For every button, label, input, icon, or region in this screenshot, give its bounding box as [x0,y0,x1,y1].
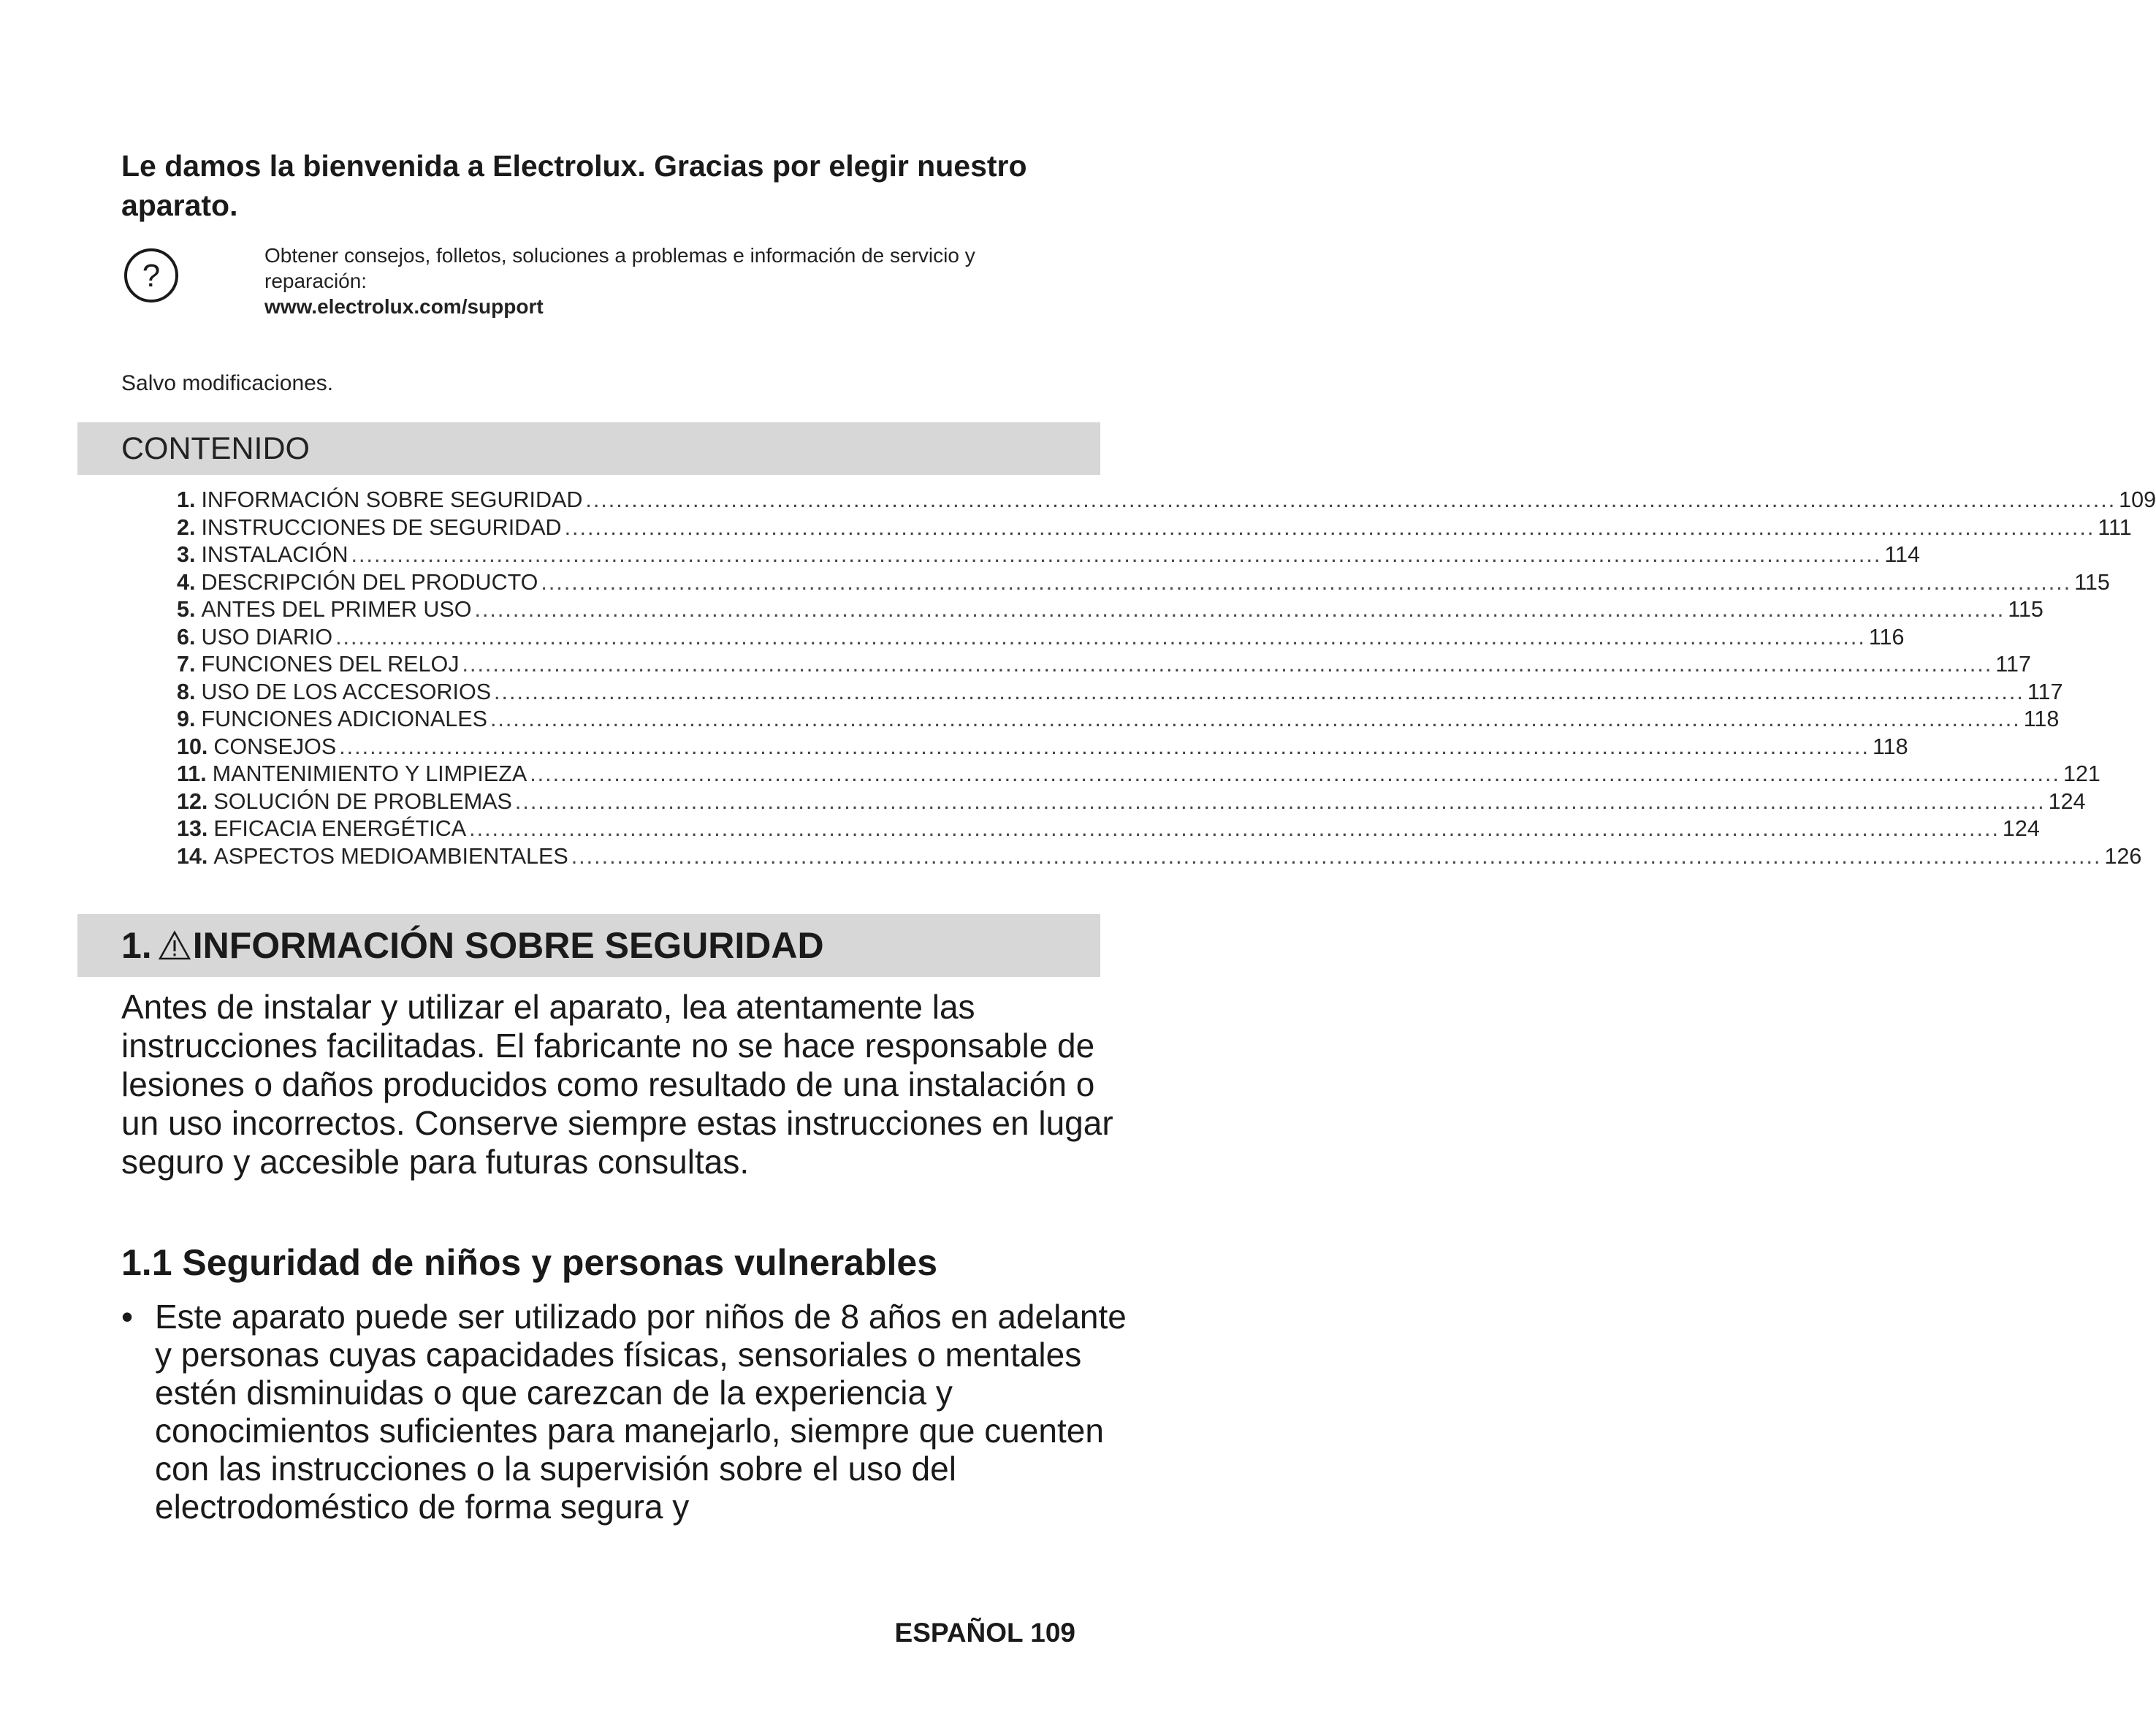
toc-entry-number: 3. [177,542,196,567]
toc-entry-page: 114 [1884,542,1920,567]
toc-entry-page: 115 [2074,569,2110,595]
toc-entry-number: 1. [177,487,196,512]
toc-dot-leader: ........................................................................................................................................................................................................ [335,624,1866,650]
toc-entry-number: 4. [177,569,196,595]
page-footer-label: ESPAÑOL 109 [894,1618,1075,1648]
intro-paragraph: Antes de instalar y utilizar el aparato, lea atentamente las instrucciones facilitadas. El fabricante no se hace responsable de lesiones o daños producidos como resultado de una instalación o un uso incorrectos. Conserve siempre estas instrucciones en lugar seguro y accesible para futuras consultas. [121,988,1113,1181]
toc-entry-number: 13. [177,816,208,841]
subject-to-change-note: Salvo modificaciones. [121,371,334,395]
section-number: 1. [121,925,152,966]
toc-dot-leader: ........................................................................................................................................................................................................ [339,734,1870,759]
toc-entry-number: 5. [177,597,196,622]
question-circle-icon [123,247,180,304]
welcome-title: Le damos la bienvenida a Electrolux. Gracias por elegir nuestro aparato. [121,149,1027,222]
toc-entry-page: 117 [2027,679,2063,704]
toc-dot-leader: ........................................................................................................................................................................................................ [541,569,2072,595]
toc-entry-number: 8. [177,679,196,704]
toc-entry-label: FUNCIONES ADICIONALES [201,707,487,731]
toc-entry-label: ANTES DEL PRIMER USO [201,597,472,622]
toc-entry-page: 124 [2002,816,2040,841]
toc-dot-leader: ........................................................................................................................................................................................................ [585,487,2117,512]
toc-entry-page: 118 [1872,734,1908,759]
bullet-marker: • [121,1298,134,1336]
toc-dot-leader: ........................................................................................................................................................................................................ [530,761,2060,786]
toc-dot-leader: ........................................................................................................................................................................................................ [474,597,2005,622]
toc-dot-leader: ........................................................................................................................................................................................................ [469,816,2000,841]
toc-entry[interactable] [177,788,2086,816]
toc-entry-number: 12. [177,788,208,814]
toc-entry[interactable] [177,487,2156,514]
toc-entry[interactable] [177,761,2100,788]
toc-dot-leader: ........................................................................................................................................................................................................ [571,843,2102,869]
toc-dot-leader: ........................................................................................................................................................................................................ [514,788,2046,814]
toc-dot-leader: ........................................................................................................................................................................................................ [351,542,1882,567]
toc-entry-label: INSTALACIÓN [201,542,348,567]
toc-entry-label: EFICACIA ENERGÉTICA [213,816,467,841]
toc-entry-label: CONSEJOS [213,734,337,759]
toc-entry[interactable] [177,734,1908,761]
toc-entry-label: ASPECTOS MEDIOAMBIENTALES [213,843,568,869]
toc-entry[interactable] [177,514,2132,542]
toc-entry[interactable] [177,541,1920,569]
toc-entry-page: 109 [2119,487,2156,512]
toc-entry[interactable] [177,569,2110,597]
toc-entry-number: 11. [177,761,207,786]
toc-entry-label: DESCRIPCIÓN DEL PRODUCTO [201,569,538,595]
toc-entry[interactable] [177,815,2040,843]
toc-entry[interactable] [177,843,2142,871]
section-title [121,924,824,967]
toc-entry-number: 10. [177,734,208,759]
toc-entry-page: 111 [2098,514,2132,540]
toc-entry[interactable] [177,706,2060,734]
toc-entry-label: USO DE LOS ACCESORIOS [201,679,492,704]
toc-dot-leader: ........................................................................................................................................................................................................ [564,514,2095,540]
support-link[interactable]: www.electrolux.com/support [264,295,544,318]
toc-entry-number: 9. [177,707,196,731]
toc-entry-page: 118 [2023,707,2060,731]
support-info [264,243,1068,319]
toc-entry-page: 117 [1995,652,2031,677]
toc-entry-label: SOLUCIÓN DE PROBLEMAS [213,788,512,814]
toc-entry-page: 115 [2008,597,2043,622]
toc-entry-page: 126 [2104,843,2142,869]
table-of-contents [177,487,2156,870]
support-description: Obtener consejos, folletos, soluciones a problemas e información de servicio y reparación: [264,244,975,292]
warning-triangle-icon [158,930,191,961]
section-title-text: INFORMACIÓN SOBRE SEGURIDAD [192,925,824,966]
toc-entry-label: INFORMACIÓN SOBRE SEGURIDAD [201,487,583,512]
toc-entry-number: 2. [177,514,196,540]
list-item [121,1298,1149,1526]
toc-entry[interactable] [177,596,2043,624]
toc-entry[interactable] [177,679,2063,707]
toc-entry[interactable] [177,624,1905,652]
toc-entry-label: MANTENIMIENTO Y LIMPIEZA [212,761,527,786]
toc-entry-label: FUNCIONES DEL RELOJ [201,652,460,677]
toc-entry-label: USO DIARIO [201,624,333,650]
subsection-title: 1.1 Seguridad de niños y personas vulnerables [121,1242,938,1283]
svg-text:?: ? [142,258,161,294]
toc-entry-label: INSTRUCCIONES DE SEGURIDAD [201,514,562,540]
toc-entry-number: 6. [177,624,196,650]
toc-dot-leader: ........................................................................................................................................................................................................ [490,707,2021,731]
toc-entry-number: 14. [177,843,208,869]
toc-entry[interactable] [177,651,2031,679]
toc-entry-number: 7. [177,652,196,677]
toc-entry-page: 121 [2062,761,2100,786]
list-item-text: Este aparato puede ser utilizado por niños de 8 años en adelante y personas cuyas capacidades físicas, sensoriales o mentales estén disminuidas o que carezcan de la experiencia y conocimientos suficientes para manejarlo, siempre que cuenten con las instrucciones o la supervisión sobre el uso del electrodoméstico de forma segura y [155,1298,1127,1526]
toc-entry-page: 116 [1868,624,1905,650]
toc-entry-page: 124 [2048,788,2086,814]
contents-title: CONTENIDO [121,431,310,466]
toc-dot-leader: ........................................................................................................................................................................................................ [494,679,2024,704]
toc-dot-leader: ........................................................................................................................................................................................................ [462,652,1993,677]
